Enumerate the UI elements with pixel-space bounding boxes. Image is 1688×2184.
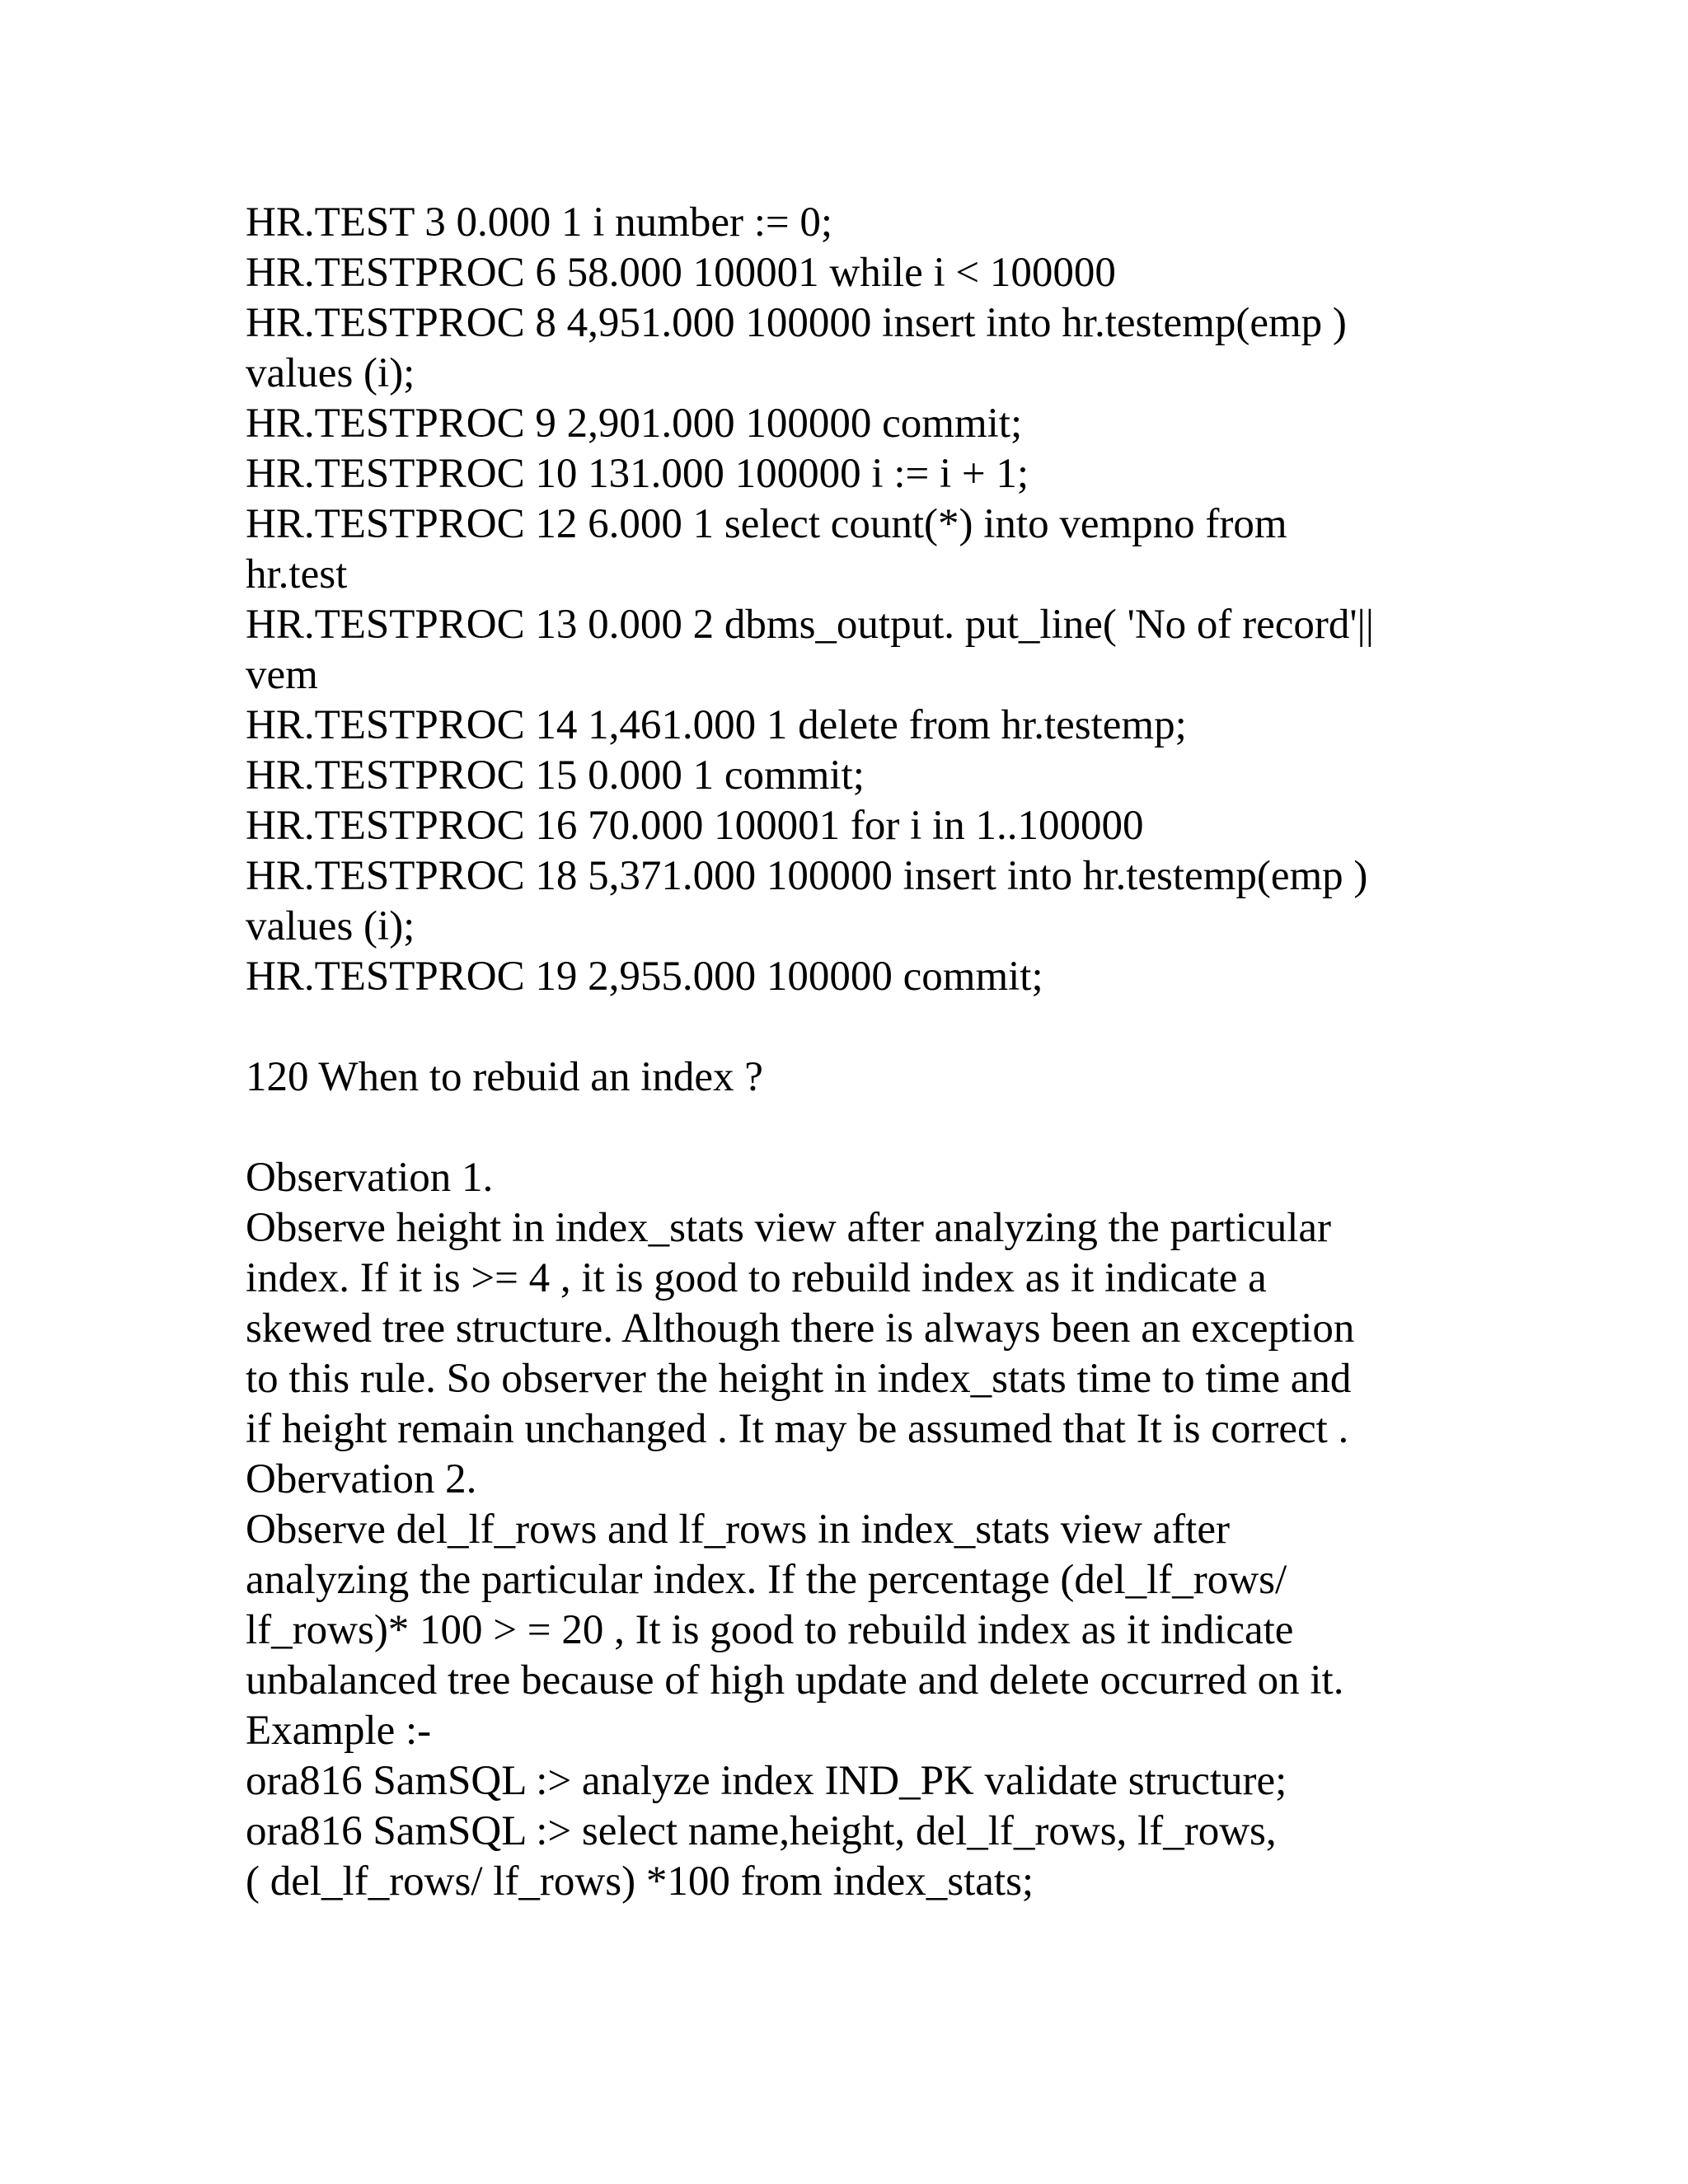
profiler-line: hr.test [246, 551, 348, 598]
observation-1-line: Observe height in index_stats view after analyzing the particular [246, 1205, 1332, 1251]
observation-2-line: Observe del_lf_rows and lf_rows in index_stats view after [246, 1507, 1230, 1553]
profiler-line: HR.TEST 3 0.000 1 i number := 0; [246, 199, 833, 246]
example-label: Example :- [246, 1708, 432, 1754]
observation-2-line: unbalanced tree because of high update and delete occurred on it. [246, 1657, 1344, 1704]
profiler-line: HR.TESTPROC 10 131.000 100000 i := i + 1; [246, 451, 1029, 497]
example-sql-line: ora816 SamSQL :> select name,height, del_lf_rows, lf_rows, [246, 1808, 1277, 1854]
profiler-line: HR.TESTPROC 6 58.000 100001 while i < 100000 [246, 250, 1116, 296]
observation-1-line: skewed tree structure. Although there is always been an exception [246, 1305, 1355, 1352]
profiler-line: HR.TESTPROC 8 4,951.000 100000 insert into hr.testemp(emp ) [246, 300, 1347, 346]
observation-2-title: Obervation 2. [246, 1456, 477, 1502]
observation-2-line: lf_rows)* 100 > = 20 , It is good to rebuild index as it indicate [246, 1607, 1294, 1653]
profiler-line: values (i); [246, 350, 415, 396]
example-sql-line: ( del_lf_rows/ lf_rows) *100 from index_stats; [246, 1858, 1034, 1905]
profiler-line: HR.TESTPROC 14 1,461.000 1 delete from hr.testemp; [246, 702, 1187, 748]
page-content [246, 198, 1531, 1907]
profiler-line: HR.TESTPROC 19 2,955.000 100000 commit; [246, 954, 1043, 1000]
profiler-line: vem [246, 652, 318, 698]
observation-2-line: analyzing the particular index. If the percentage (del_lf_rows/ [246, 1557, 1287, 1603]
profiler-line: values (i); [246, 903, 415, 949]
observation-1-line: if height remain unchanged . It may be assumed that It is correct . [246, 1406, 1349, 1452]
profiler-line: HR.TESTPROC 12 6.000 1 select count(*) into vempno from [246, 501, 1287, 547]
example-block [246, 1706, 1531, 1907]
example-sql-line: ora816 SamSQL :> analyze index IND_PK validate structure; [246, 1758, 1287, 1804]
profiler-line: HR.TESTPROC 15 0.000 1 commit; [246, 752, 865, 799]
profiler-line: HR.TESTPROC 18 5,371.000 100000 insert into hr.testemp(emp ) [246, 853, 1368, 899]
observation-1-line: index. If it is >= 4 , it is good to rebuild index as it indicate a [246, 1255, 1267, 1301]
profiler-line: HR.TESTPROC 13 0.000 2 dbms_output. put_line( 'No of record'|| [246, 602, 1374, 648]
profiler-output-block [246, 198, 1531, 1002]
observation-2 [246, 1455, 1531, 1706]
blank-line [246, 1002, 1531, 1052]
profiler-line: HR.TESTPROC 16 70.000 100001 for i in 1..100000 [246, 803, 1144, 849]
blank-line [246, 1103, 1531, 1153]
observation-1-title: Observation 1. [246, 1155, 494, 1201]
observation-1-line: to this rule. So observer the height in index_stats time to time and [246, 1356, 1352, 1402]
profiler-line: HR.TESTPROC 9 2,901.000 100000 commit; [246, 401, 1023, 447]
observation-1 [246, 1153, 1531, 1455]
question-heading: 120 When to rebuid an index ? [246, 1054, 763, 1100]
